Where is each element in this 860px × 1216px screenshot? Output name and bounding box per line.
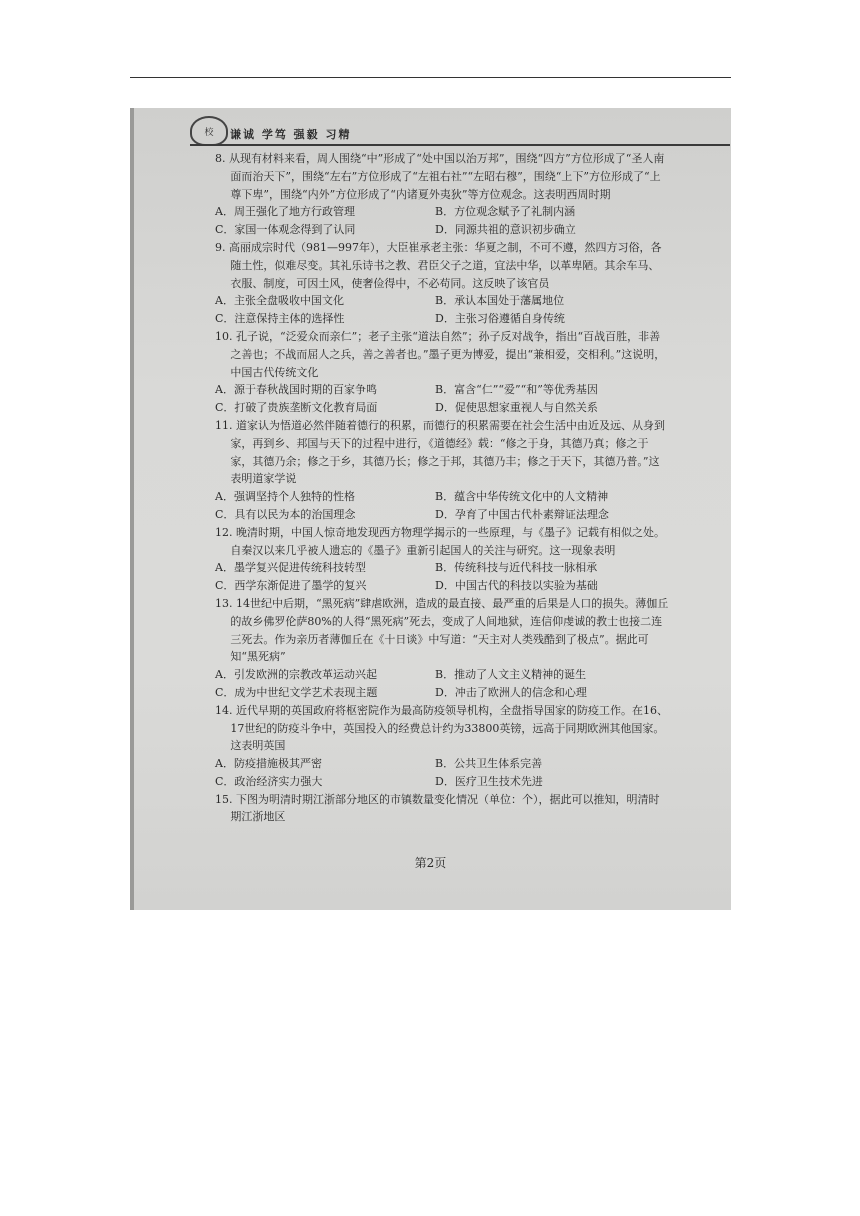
answer-option: D．医疗卫生技术先进 bbox=[435, 774, 543, 788]
answer-option: C．西学东渐促进了墨学的复兴 bbox=[215, 579, 367, 593]
answer-option: B．蕴含中华传统文化中的人文精神 bbox=[435, 490, 609, 504]
answer-option: B．推动了人文主义精神的诞生 bbox=[435, 668, 587, 682]
answer-option: A．强调坚持个人独特的性格 bbox=[215, 490, 355, 504]
option-grid bbox=[215, 381, 670, 417]
answer-option: A．墨学复兴促进传统科技转型 bbox=[215, 561, 366, 575]
photo-edge-shadow bbox=[130, 108, 134, 910]
question-item bbox=[215, 595, 670, 702]
answer-option: C．具有以民为本的治国理念 bbox=[215, 507, 356, 521]
question-item bbox=[215, 524, 670, 595]
question-stem: 12. 晚清时期，中国人惊奇地发现西方物理学揭示的一些原理，与《墨子》记载有相似之处。自秦汉以来几乎被人遗忘的《墨子》重新引起国人的关注与研究。这一现象表明 bbox=[215, 525, 665, 557]
top-divider bbox=[130, 77, 731, 78]
question-item bbox=[215, 150, 670, 239]
option-grid bbox=[215, 755, 670, 791]
answer-option: B．承认本国处于藩属地位 bbox=[435, 294, 565, 308]
answer-option: B．传统科技与近代科技一脉相承 bbox=[435, 561, 598, 575]
answer-option: B．方位观念赋予了礼制内涵 bbox=[435, 205, 576, 219]
question-stem: 13. 14世纪中后期，“黑死病”肆虐欧洲，造成的最直接、最严重的后果是人口的损失。薄伽丘的故乡佛罗伦萨80%的人得“黑死病”死去，变成了人间地狱，连信仰虔诚的教士也接二连三死去。作为亲历者薄伽丘在《十日谈》中写道：“天主对人类残酷到了极点”。据此可知“黑死病” bbox=[215, 596, 669, 664]
option-grid bbox=[215, 488, 670, 524]
answer-option: C．家国一体观念得到了认同 bbox=[215, 223, 356, 237]
question-stem: 10. 孔子说，“泛爱众而亲仁”；老子主张“道法自然”；孙子反对战争，指出“百战百胜，非善之善也；不战而屈人之兵，善之善者也。”墨子更为博爱，提出“兼相爱，交相利。”这说明，中国古代传统文化 bbox=[215, 329, 666, 379]
question-stem: 14. 近代早期的英国政府将枢密院作为最高防疫领导机构，全盘指导国家的防疫工作。在16、17世纪的防疫斗争中，英国投入的经费总计约为33800英镑，远高于同期欧洲其他国家。这表明英国 bbox=[215, 703, 668, 753]
school-logo-icon: 校 bbox=[190, 116, 228, 146]
answer-option: D．同源共祖的意识初步确立 bbox=[435, 223, 576, 237]
answer-option: C．成为中世纪文学艺术表现主题 bbox=[215, 685, 378, 699]
option-grid bbox=[215, 203, 670, 239]
answer-option: A．引发欧洲的宗教改革运动兴起 bbox=[215, 668, 377, 682]
question-item bbox=[215, 702, 670, 791]
question-stem: 11. 道家认为悟道必然伴随着德行的积累，而德行的积累需要在社会生活中由近及远、从身到家，再到乡、邦国与天下的过程中进行，《道德经》载：“修之于身，其德乃真；修之于家，其德乃余；修之于乡，其德乃长；修之于邦，其德乃丰；修之于天下，其德乃普。”这表明道家学说 bbox=[215, 418, 665, 486]
option-grid bbox=[215, 666, 670, 702]
answer-option: A．周王强化了地方行政管理 bbox=[215, 205, 355, 219]
school-motto: 谦诚 学笃 强毅 习精 bbox=[230, 128, 352, 141]
question-item bbox=[215, 239, 670, 328]
question-stem: 9. 高丽成宗时代（981—997年），大臣崔承老主张：华夏之制，不可不遵，然四方习俗，各随土性，似难尽变。其礼乐诗书之教、君臣父子之道，宜法中华，以革卑陋。其余车马、衣服、制度，可因土风，使奢俭得中，不必苟同。这反映了该官员 bbox=[215, 240, 662, 290]
option-grid bbox=[215, 559, 670, 595]
page-number: 第2页 bbox=[414, 856, 447, 870]
answer-option: A．防疫措施极其严密 bbox=[215, 757, 322, 771]
answer-option: C．注意保持主体的选择性 bbox=[215, 312, 345, 326]
answer-option: C．政治经济实力强大 bbox=[215, 774, 323, 788]
option-grid bbox=[215, 292, 670, 328]
answer-option: D．中国古代的科技以实验为基础 bbox=[435, 579, 598, 593]
question-list bbox=[215, 150, 670, 826]
page-header bbox=[190, 114, 730, 144]
answer-option: D．冲击了欧洲人的信念和心理 bbox=[435, 685, 587, 699]
answer-option: D．主张习俗遵循自身传统 bbox=[435, 312, 565, 326]
question-item bbox=[215, 417, 670, 524]
question-item bbox=[215, 328, 670, 417]
question-stem: 15. 下图为明清时期江浙部分地区的市镇数量变化情况（单位：个），据此可以推知，明清时期江浙地区 bbox=[215, 792, 660, 824]
answer-option: C．打破了贵族垄断文化教育局面 bbox=[215, 401, 378, 415]
answer-option: D．孕育了中国古代朴素辩证法理念 bbox=[435, 507, 609, 521]
answer-option: B．公共卫生体系完善 bbox=[435, 757, 543, 771]
question-item bbox=[215, 791, 670, 827]
answer-option: A．源于春秋战国时期的百家争鸣 bbox=[215, 383, 377, 397]
exam-page-photo bbox=[130, 108, 731, 910]
answer-option: D．促使思想家重视人与自然关系 bbox=[435, 401, 598, 415]
question-stem: 8. 从现有材料来看，周人围绕“中”形成了“处中国以治万邦”，围绕“四方”方位形成了“圣人南面而治天下”，围绕“左右”方位形成了“左祖右社”“左昭右穆”，围绕“上下”方位形成了“上尊下卑”，围绕“内外”方位形成了“内诸夏外夷狄”等方位观念。这表明西周时期 bbox=[215, 152, 665, 201]
answer-option: A．主张全盘吸收中国文化 bbox=[215, 294, 344, 308]
answer-option: B．富含“仁”“爱”“和”等优秀基因 bbox=[435, 383, 598, 397]
header-divider bbox=[190, 144, 730, 146]
